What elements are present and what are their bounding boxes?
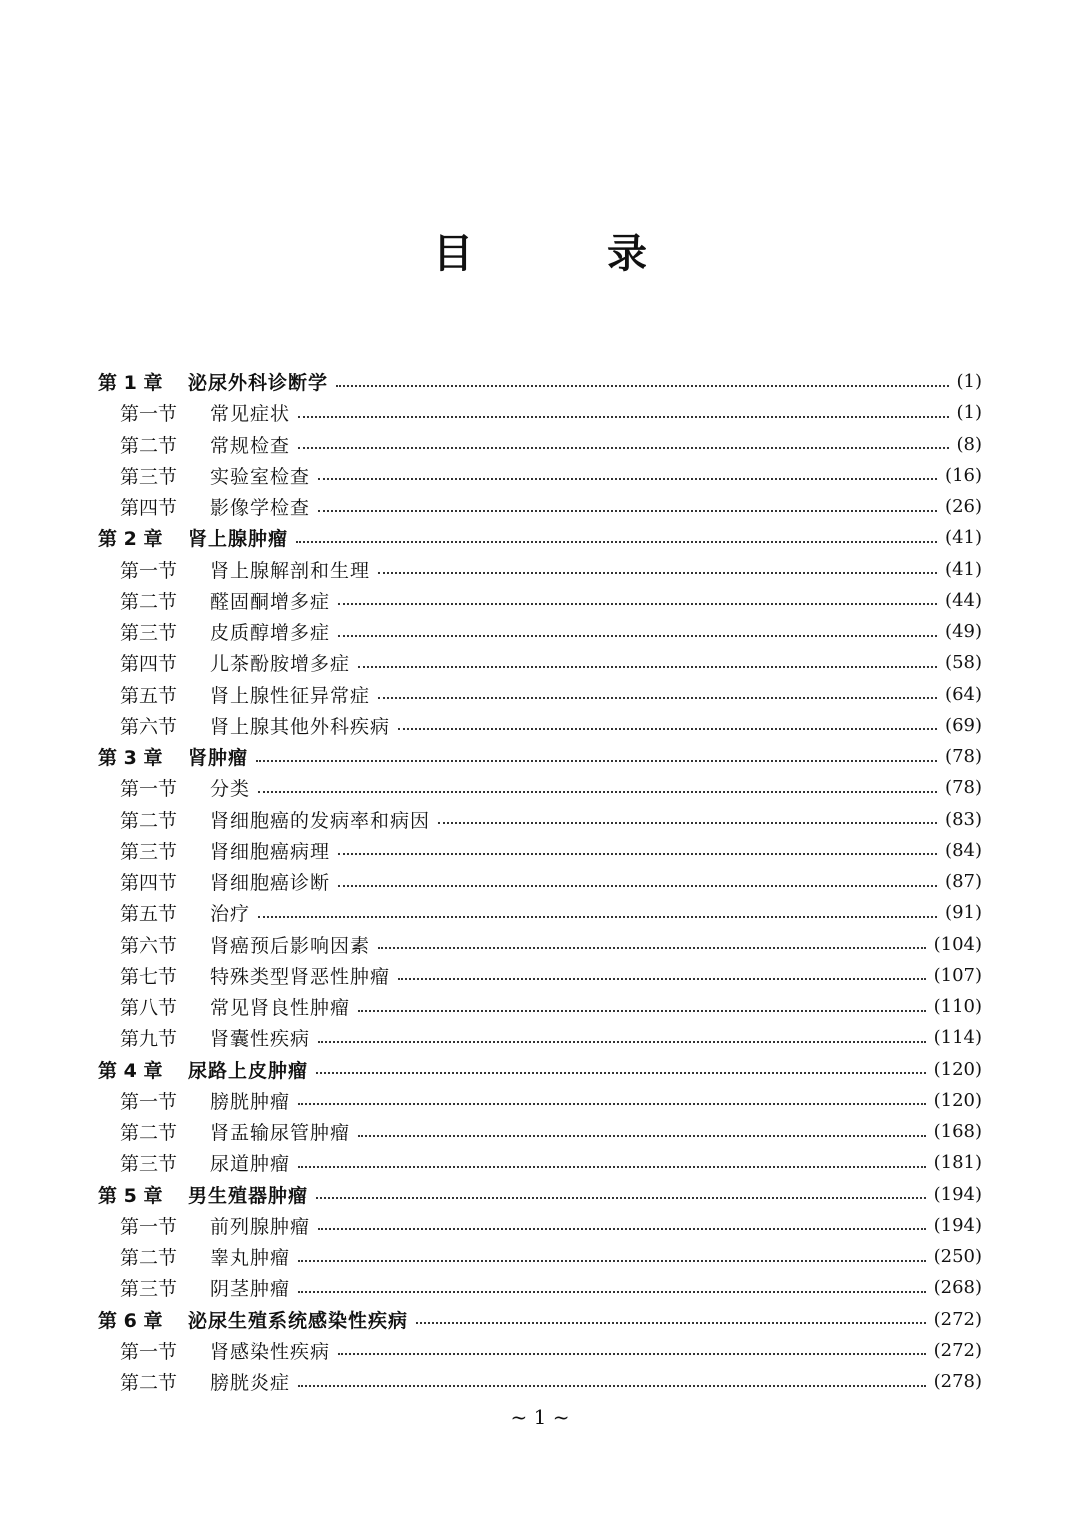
section-title: 分类 bbox=[210, 778, 251, 801]
section-title: 肾细胞癌诊断 bbox=[210, 872, 331, 895]
toc-section-entry bbox=[98, 960, 982, 991]
dot-leader bbox=[358, 1010, 926, 1012]
toc-section-entry bbox=[98, 1085, 982, 1116]
section-number: 第三节 bbox=[120, 622, 178, 645]
section-number: 第四节 bbox=[120, 653, 178, 676]
section-number: 第二节 bbox=[120, 590, 178, 613]
dot-leader bbox=[378, 572, 937, 574]
page-reference: (272) bbox=[933, 1308, 982, 1330]
section-number: 第二节 bbox=[120, 1247, 178, 1270]
section-number: 第二节 bbox=[120, 434, 178, 457]
section-title: 睾丸肿瘤 bbox=[210, 1247, 291, 1270]
dot-leader bbox=[318, 1228, 926, 1230]
toc-chapter-entry bbox=[98, 1304, 982, 1335]
toc-section-entry bbox=[98, 647, 982, 678]
section-number: 第一节 bbox=[120, 1215, 178, 1238]
toc-section-entry bbox=[98, 1241, 982, 1272]
dot-leader bbox=[338, 635, 937, 637]
chapter-title: 男生殖器肿瘤 bbox=[188, 1184, 309, 1207]
section-title: 儿茶酚胺增多症 bbox=[210, 653, 351, 676]
dot-leader bbox=[338, 885, 937, 887]
dot-leader bbox=[398, 728, 937, 730]
section-title: 肾囊性疾病 bbox=[210, 1028, 311, 1051]
page-reference: (49) bbox=[945, 621, 982, 643]
section-number: 第二节 bbox=[120, 1122, 178, 1145]
toc-section-entry bbox=[98, 866, 982, 897]
section-number: 第二节 bbox=[120, 1372, 178, 1395]
section-title: 治疗 bbox=[210, 903, 251, 926]
dot-leader bbox=[438, 822, 937, 824]
section-title: 肾细胞癌病理 bbox=[210, 840, 331, 863]
page-reference: (91) bbox=[945, 902, 982, 924]
page-reference: (78) bbox=[945, 746, 982, 768]
toc-section-entry bbox=[98, 1366, 982, 1397]
dot-leader bbox=[298, 416, 948, 418]
section-number: 第一节 bbox=[120, 1340, 178, 1363]
section-title: 常规检查 bbox=[210, 434, 291, 457]
dot-leader bbox=[338, 1353, 926, 1355]
dot-leader bbox=[398, 978, 926, 980]
dot-leader bbox=[296, 541, 937, 543]
dot-leader bbox=[298, 1385, 926, 1387]
section-number: 第三节 bbox=[120, 1278, 178, 1301]
dot-leader bbox=[258, 791, 937, 793]
page-reference: (41) bbox=[945, 527, 982, 549]
page-reference: (110) bbox=[933, 996, 982, 1018]
page-reference: (1) bbox=[956, 402, 982, 424]
section-number: 第四节 bbox=[120, 872, 178, 895]
toc-section-entry bbox=[98, 897, 982, 928]
page-reference: (194) bbox=[933, 1183, 982, 1205]
toc-section-entry bbox=[98, 1335, 982, 1366]
section-title: 肾上腺解剖和生理 bbox=[210, 559, 371, 582]
section-number: 第一节 bbox=[120, 778, 178, 801]
page-reference: (44) bbox=[945, 589, 982, 611]
section-number: 第五节 bbox=[120, 903, 178, 926]
section-number: 第三节 bbox=[120, 465, 178, 488]
dot-leader bbox=[358, 666, 937, 668]
toc-chapter-entry bbox=[98, 366, 982, 397]
section-number: 第八节 bbox=[120, 997, 178, 1020]
section-title: 阴茎肿瘤 bbox=[210, 1278, 291, 1301]
dot-leader bbox=[258, 916, 937, 918]
section-title: 肾上腺其他外科疾病 bbox=[210, 715, 391, 738]
section-number: 第一节 bbox=[120, 1090, 178, 1113]
page-reference: (84) bbox=[945, 839, 982, 861]
section-number: 第一节 bbox=[120, 403, 178, 426]
dot-leader bbox=[318, 1041, 926, 1043]
chapter-number: 第 6 章 bbox=[98, 1309, 163, 1332]
page-number: ~ 1 ~ bbox=[510, 1405, 570, 1429]
dot-leader bbox=[298, 1291, 926, 1293]
chapter-title: 肾肿瘤 bbox=[188, 747, 249, 770]
page-reference: (41) bbox=[945, 558, 982, 580]
page-reference: (272) bbox=[933, 1339, 982, 1361]
toc-chapter-entry bbox=[98, 741, 982, 772]
page-reference: (8) bbox=[956, 433, 982, 455]
page-reference: (107) bbox=[933, 964, 982, 986]
toc-chapter-entry bbox=[98, 1179, 982, 1210]
section-title: 肾盂输尿管肿瘤 bbox=[210, 1122, 351, 1145]
dot-leader bbox=[298, 447, 948, 449]
dot-leader bbox=[338, 603, 937, 605]
toc-section-entry bbox=[98, 1116, 982, 1147]
page-reference: (26) bbox=[945, 496, 982, 518]
section-title: 特殊类型肾恶性肿瘤 bbox=[210, 965, 391, 988]
section-title: 肾癌预后影响因素 bbox=[210, 934, 371, 957]
section-number: 第六节 bbox=[120, 715, 178, 738]
dot-leader bbox=[298, 1103, 926, 1105]
toc-section-entry bbox=[98, 991, 982, 1022]
toc-section-entry bbox=[98, 429, 982, 460]
page-reference: (250) bbox=[933, 1246, 982, 1268]
toc-section-entry bbox=[98, 397, 982, 428]
chapter-number: 第 4 章 bbox=[98, 1059, 163, 1082]
toc-section-entry bbox=[98, 1272, 982, 1303]
dot-leader bbox=[358, 1135, 926, 1137]
section-number: 第五节 bbox=[120, 684, 178, 707]
dot-leader bbox=[416, 1322, 926, 1324]
toc-chapter-entry bbox=[98, 522, 982, 553]
section-title: 影像学检查 bbox=[210, 497, 311, 520]
toc-section-entry bbox=[98, 491, 982, 522]
dot-leader bbox=[378, 697, 937, 699]
toc-section-entry bbox=[98, 1210, 982, 1241]
dot-leader bbox=[316, 1197, 926, 1199]
dot-leader bbox=[338, 853, 937, 855]
page-reference: (120) bbox=[933, 1089, 982, 1111]
toc-section-entry bbox=[98, 679, 982, 710]
dot-leader bbox=[378, 947, 926, 949]
toc-section-entry bbox=[98, 710, 982, 741]
page-reference: (268) bbox=[933, 1277, 982, 1299]
section-title: 皮质醇增多症 bbox=[210, 622, 331, 645]
section-number: 第三节 bbox=[120, 840, 178, 863]
section-title: 肾上腺性征异常症 bbox=[210, 684, 371, 707]
page-reference: (58) bbox=[945, 652, 982, 674]
dot-leader bbox=[298, 1166, 926, 1168]
toc-section-entry bbox=[98, 554, 982, 585]
section-title: 常见症状 bbox=[210, 403, 291, 426]
page-reference: (87) bbox=[945, 871, 982, 893]
page-reference: (104) bbox=[933, 933, 982, 955]
section-number: 第二节 bbox=[120, 809, 178, 832]
chapter-number: 第 5 章 bbox=[98, 1184, 163, 1207]
toc-section-entry bbox=[98, 616, 982, 647]
toc-section-entry bbox=[98, 772, 982, 803]
page-reference: (83) bbox=[945, 808, 982, 830]
dot-leader bbox=[316, 1072, 926, 1074]
section-title: 前列腺肿瘤 bbox=[210, 1215, 311, 1238]
section-title: 尿道肿瘤 bbox=[210, 1153, 291, 1176]
section-title: 膀胱炎症 bbox=[210, 1372, 291, 1395]
section-title: 膀胱肿瘤 bbox=[210, 1090, 291, 1113]
page-reference: (1) bbox=[956, 371, 982, 393]
page-title: 目 录 bbox=[433, 231, 707, 277]
section-title: 常见肾良性肿瘤 bbox=[210, 997, 351, 1020]
section-title: 肾细胞癌的发病率和病因 bbox=[210, 809, 431, 832]
chapter-title: 尿路上皮肿瘤 bbox=[188, 1059, 309, 1082]
toc-section-entry bbox=[98, 1022, 982, 1053]
section-title: 醛固酮增多症 bbox=[210, 590, 331, 613]
section-number: 第三节 bbox=[120, 1153, 178, 1176]
toc-chapter-entry bbox=[98, 1054, 982, 1085]
dot-leader bbox=[336, 385, 948, 387]
toc-section-entry bbox=[98, 804, 982, 835]
section-number: 第一节 bbox=[120, 559, 178, 582]
chapter-number: 第 3 章 bbox=[98, 747, 163, 770]
page-reference: (114) bbox=[933, 1027, 982, 1049]
toc-section-entry bbox=[98, 460, 982, 491]
page-reference: (194) bbox=[933, 1214, 982, 1236]
page-reference: (181) bbox=[933, 1152, 982, 1174]
section-title: 肾感染性疾病 bbox=[210, 1340, 331, 1363]
toc-section-entry bbox=[98, 835, 982, 866]
dot-leader bbox=[256, 760, 937, 762]
page-reference: (278) bbox=[933, 1371, 982, 1393]
section-number: 第四节 bbox=[120, 497, 178, 520]
page-reference: (168) bbox=[933, 1121, 982, 1143]
page-reference: (78) bbox=[945, 777, 982, 799]
section-number: 第九节 bbox=[120, 1028, 178, 1051]
chapter-title: 泌尿外科诊断学 bbox=[188, 372, 329, 395]
chapter-number: 第 2 章 bbox=[98, 528, 163, 551]
page-reference: (120) bbox=[933, 1058, 982, 1080]
chapter-number: 第 1 章 bbox=[98, 372, 163, 395]
table-of-contents bbox=[98, 366, 982, 1397]
toc-section-entry bbox=[98, 1147, 982, 1178]
section-number: 第六节 bbox=[120, 934, 178, 957]
toc-section-entry bbox=[98, 929, 982, 960]
dot-leader bbox=[298, 1260, 926, 1262]
dot-leader bbox=[318, 478, 937, 480]
page-reference: (69) bbox=[945, 714, 982, 736]
section-title: 实验室检查 bbox=[210, 465, 311, 488]
page-reference: (64) bbox=[945, 683, 982, 705]
dot-leader bbox=[318, 510, 937, 512]
section-number: 第七节 bbox=[120, 965, 178, 988]
chapter-title: 肾上腺肿瘤 bbox=[188, 528, 289, 551]
toc-section-entry bbox=[98, 585, 982, 616]
chapter-title: 泌尿生殖系统感染性疾病 bbox=[188, 1309, 409, 1332]
page-reference: (16) bbox=[945, 464, 982, 486]
